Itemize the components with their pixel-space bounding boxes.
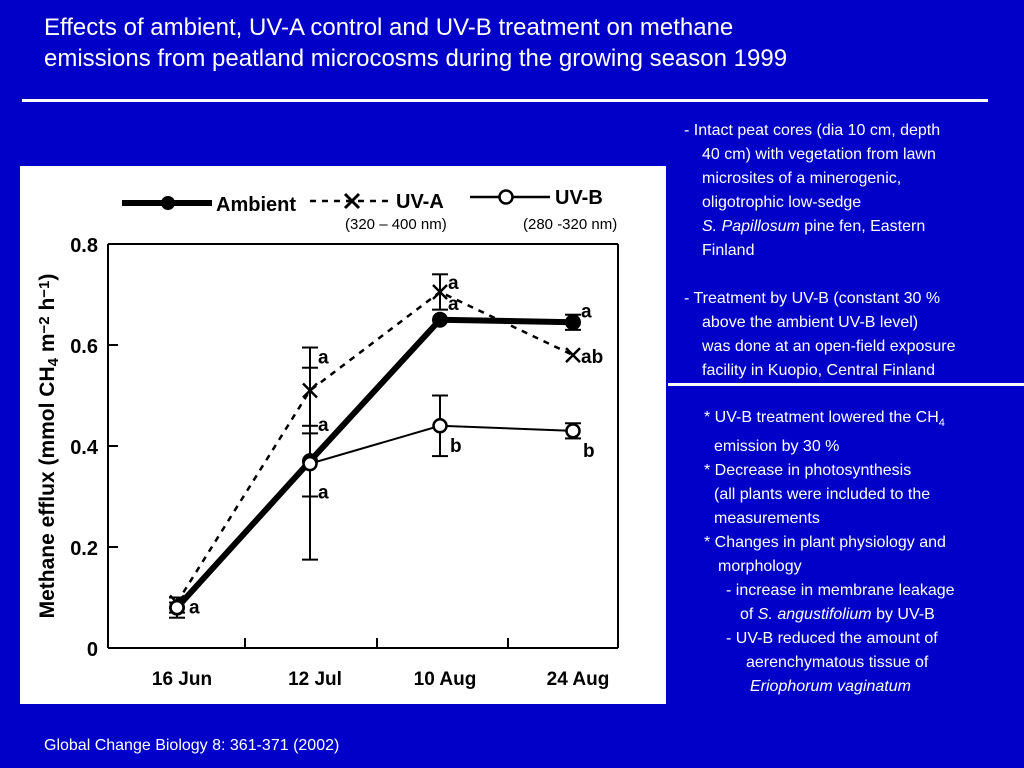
study-notes bbox=[684, 119, 956, 383]
data-point-uvb bbox=[304, 457, 317, 470]
note-line: Finland bbox=[702, 242, 755, 259]
uvb-wavelength: (280 -320 nm) bbox=[523, 216, 618, 233]
significance-letter-uva: a bbox=[318, 347, 329, 369]
series-uva-line bbox=[177, 292, 573, 603]
y-axis-label-part: m bbox=[36, 333, 59, 359]
legend-uvb-marker bbox=[500, 191, 513, 204]
y-axis-label-part: −2 bbox=[35, 316, 53, 334]
significance-letter-ambient: a bbox=[318, 415, 329, 437]
title-line-2: emissions from peatland microcosms during the growing season 1999 bbox=[44, 45, 788, 72]
note-line: emission by 30 % bbox=[714, 438, 840, 456]
legend-ambient-label: Ambient bbox=[216, 194, 296, 216]
chart-figure bbox=[20, 166, 666, 704]
note-line bbox=[684, 215, 956, 239]
y-axis-label bbox=[36, 274, 62, 619]
significance-letter-uvb: a bbox=[318, 482, 329, 504]
significance-letter-ambient: a bbox=[448, 293, 459, 315]
subscript: 4 bbox=[938, 417, 945, 430]
uva-wavelength: (320 – 400 nm) bbox=[345, 216, 447, 233]
x-tick-label: 24 Aug bbox=[546, 669, 610, 690]
y-axis-label-part: h bbox=[36, 297, 59, 317]
y-tick-label: 0.8 bbox=[70, 235, 98, 257]
series-ambient-line bbox=[177, 320, 573, 608]
y-axis-label-part: ) bbox=[36, 273, 59, 281]
note-line: * Changes in plant physiology and bbox=[704, 534, 946, 552]
note-line: oligotrophic low-sedge bbox=[702, 194, 862, 211]
note-text: of bbox=[740, 606, 758, 624]
y-axis-label-part: −1 bbox=[35, 280, 53, 298]
citation: Global Change Biology 8: 361-371 (2002) bbox=[44, 737, 340, 754]
note-line: (all plants were included to the bbox=[714, 486, 931, 504]
methane-chart bbox=[20, 166, 666, 704]
data-point-ambient bbox=[432, 312, 448, 328]
note-text: * UV-B treatment lowered the CH bbox=[704, 409, 939, 426]
legend-ambient-marker bbox=[161, 196, 175, 210]
note-line: 40 cm) with vegetation from lawn bbox=[702, 146, 936, 163]
species-name: Eriophorum vaginatum bbox=[750, 678, 911, 696]
y-axis-label-part: 4 bbox=[44, 358, 62, 367]
species-name: S. angustifolium bbox=[757, 606, 872, 624]
significance-letter-ambient: a bbox=[581, 301, 592, 323]
data-point-uvb bbox=[171, 601, 184, 614]
data-point-uvb bbox=[567, 424, 580, 437]
note-line: facility in Kuopio, Central Finland bbox=[702, 362, 936, 379]
note-line: - Intact peat cores (dia 10 cm, depth bbox=[684, 122, 941, 139]
findings-notes bbox=[704, 406, 955, 699]
note-line bbox=[704, 603, 955, 627]
significance-letter-uvb: b bbox=[450, 435, 462, 457]
legend-uvb-label: UV-B bbox=[555, 187, 603, 209]
title-line-1: Effects of ambient, UV-A control and UV-B treatment on methane bbox=[44, 14, 734, 41]
significance-letter-uva: a bbox=[448, 272, 459, 294]
species-name: S. Papillosum bbox=[702, 218, 800, 235]
series-uvb-line bbox=[177, 426, 573, 608]
note-line: aerenchymatous tissue of bbox=[746, 654, 929, 672]
data-point-uva bbox=[566, 348, 580, 362]
title-divider bbox=[22, 99, 988, 102]
note-line: morphology bbox=[718, 558, 802, 576]
note-line bbox=[704, 406, 955, 435]
notes-divider bbox=[668, 383, 1024, 386]
y-tick-label: 0.2 bbox=[70, 538, 98, 560]
y-tick-label: 0 bbox=[86, 639, 98, 661]
note-line: microsites of a minerogenic, bbox=[702, 170, 902, 187]
y-tick-label: 0.6 bbox=[70, 336, 98, 358]
y-axis-label-part: Methane efflux (mmol CH bbox=[36, 366, 59, 619]
note-line: - increase in membrane leakage bbox=[726, 582, 955, 600]
note-line: - Treatment by UV-B (constant 30 % bbox=[684, 290, 941, 307]
slide-title bbox=[44, 12, 984, 74]
significance-letter-uvb: a bbox=[189, 597, 200, 619]
data-point-uvb bbox=[434, 419, 447, 432]
y-tick-label: 0.4 bbox=[70, 437, 98, 459]
data-point-ambient bbox=[565, 314, 581, 330]
note-text: by UV-B bbox=[871, 606, 935, 624]
legend-uva-label: UV-A bbox=[396, 191, 444, 213]
x-tick-label: 10 Aug bbox=[413, 669, 477, 690]
x-tick-label: 16 Jun bbox=[151, 669, 213, 690]
x-tick-label: 12 Jul bbox=[288, 669, 342, 690]
significance-letter-uva: ab bbox=[581, 347, 604, 369]
note-line: measurements bbox=[714, 510, 820, 528]
note-line: * Decrease in photosynthesis bbox=[704, 462, 912, 480]
note-line: above the ambient UV-B level) bbox=[702, 314, 919, 331]
note-line: - UV-B reduced the amount of bbox=[726, 630, 938, 648]
note-line: was done at an open-field exposure bbox=[702, 338, 956, 355]
note-text: pine fen, Eastern bbox=[799, 218, 926, 235]
significance-letter-uvb: b bbox=[583, 440, 595, 462]
